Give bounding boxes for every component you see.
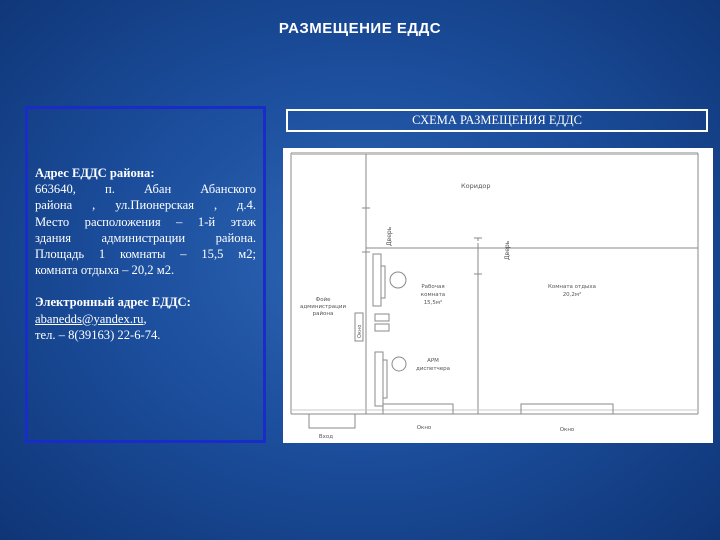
address-line: комната отдыха – 20,2 м2.: [35, 263, 175, 278]
label-window-mid: Окно: [416, 425, 432, 431]
email-link[interactable]: abanedds@yandex.ru: [35, 311, 144, 326]
cabinet: [375, 314, 389, 321]
label-arm: АРМ: [427, 358, 439, 364]
entrance-door: [309, 414, 355, 428]
console: [375, 352, 383, 406]
phone-text: тел. – 8(39163) 22-6-74.: [35, 327, 161, 342]
label-corridor: Коридор: [461, 182, 491, 190]
window-bottom-right: [521, 404, 613, 414]
label-window-left: Окно: [357, 324, 363, 338]
floor-plan: [283, 148, 713, 443]
label-entrance: Вход: [318, 434, 334, 440]
label-foyer: Фойе: [315, 297, 331, 303]
address-heading: Адрес ЕДДС района:: [35, 166, 155, 180]
address-line: Место расположения – 1-й этаж: [35, 214, 256, 229]
address-line: здания администрации района.: [35, 230, 256, 245]
label-work-room: Рабочая: [421, 284, 445, 290]
address-line: 663640, п. Абан Абанского: [35, 182, 256, 197]
label-door2: Дверь: [504, 240, 511, 260]
page-title: РАЗМЕЩЕНИЕ ЕДДС: [278, 20, 442, 37]
email-suffix: ,: [143, 311, 147, 326]
label-door1: Дверь: [386, 226, 393, 246]
label-foyer: района: [312, 311, 334, 317]
cabinet: [375, 324, 389, 331]
address-line: Площадь 1 комнаты – 15,5 м2;: [35, 247, 256, 262]
floor-plan-drawing: [283, 148, 713, 443]
schema-title: СХЕМА РАЗМЕЩЕНИЯ ЕДДС: [286, 109, 708, 132]
info-text: [35, 165, 256, 343]
desk: [373, 254, 381, 306]
label-window-right: Окно: [559, 427, 575, 433]
address-line: района , ул.Пионерская , д.4.: [35, 198, 256, 213]
chair: [390, 272, 406, 288]
email-heading: Электронный адрес ЕДДС:: [35, 295, 191, 310]
window-bottom-mid: [383, 404, 453, 414]
label-work-room: комната: [420, 292, 446, 298]
desk-edge: [381, 266, 385, 298]
label-rest-room: 20,2м²: [562, 292, 582, 298]
label-rest-room: Комната отдыха: [547, 284, 597, 290]
label-work-room: 15,5м²: [423, 300, 443, 306]
label-foyer: администрации: [299, 304, 347, 310]
label-arm: диспетчера: [415, 366, 451, 372]
email-line: [35, 311, 256, 327]
console-edge: [383, 360, 387, 398]
info-panel: [25, 106, 266, 443]
chair: [392, 357, 406, 371]
